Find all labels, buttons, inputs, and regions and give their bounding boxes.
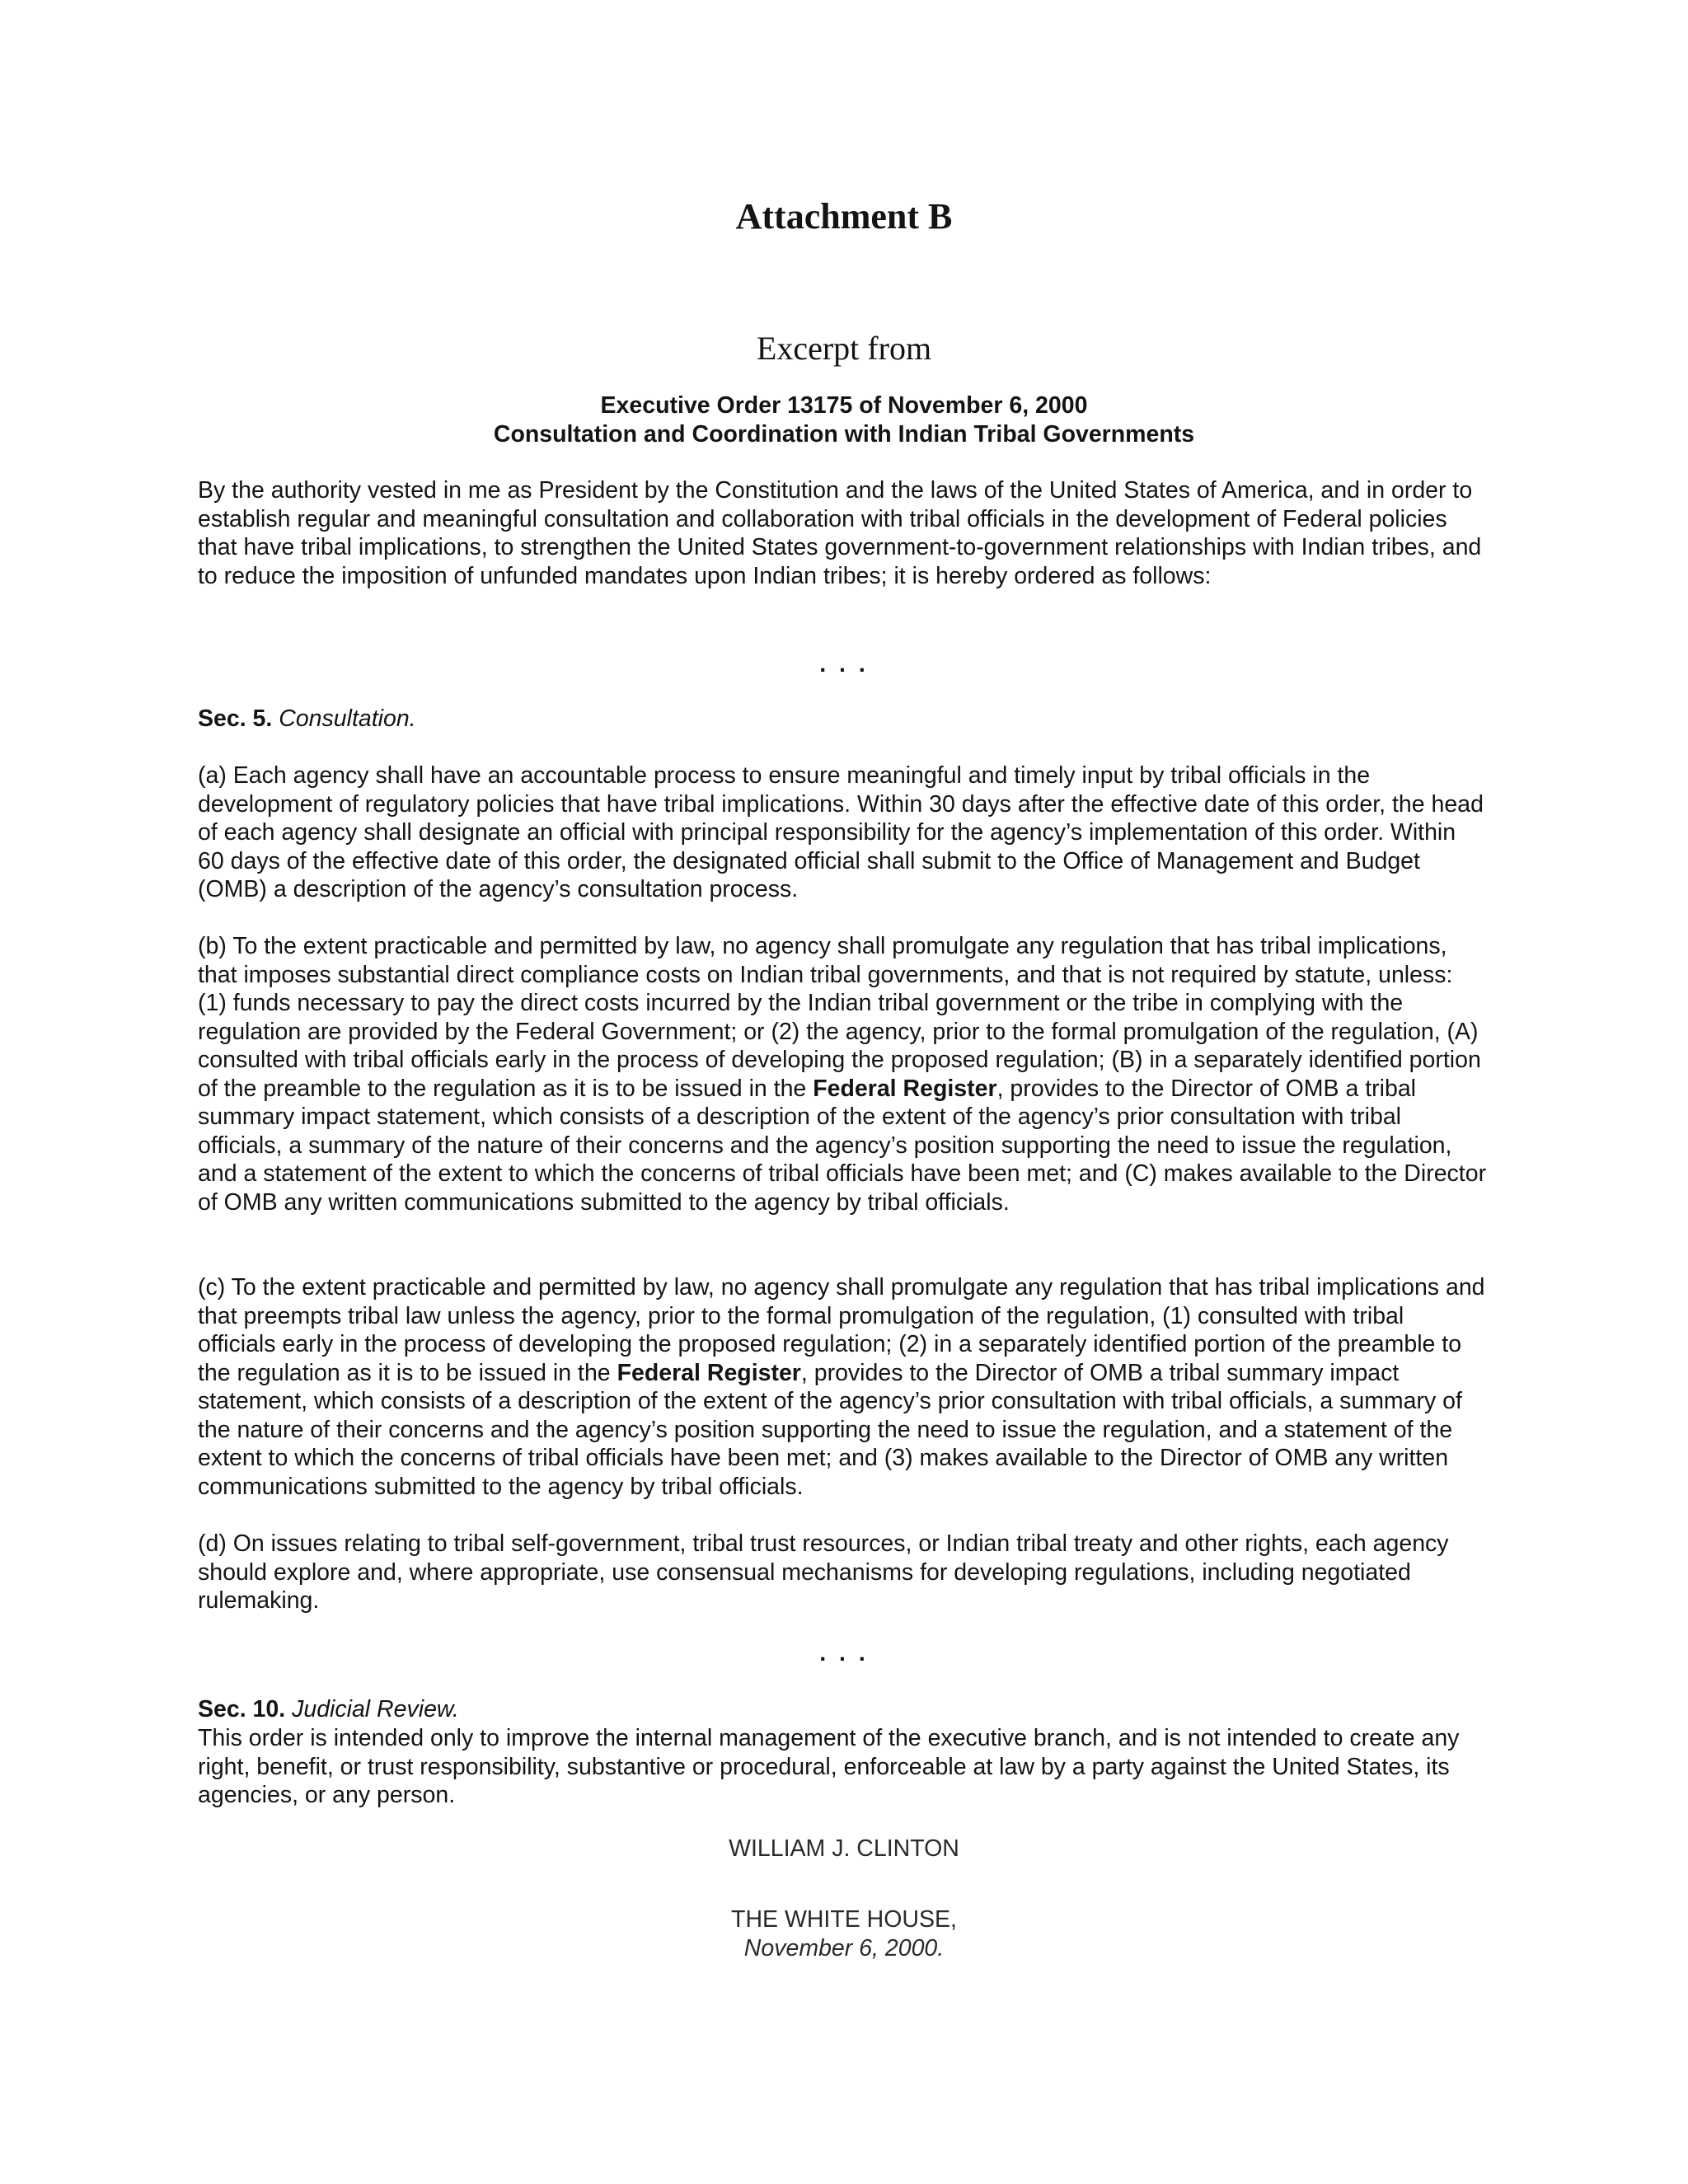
order-number-line: Executive Order 13175 of November 6, 2000 [600,392,1088,419]
ellipsis-separator-2: . . . [819,1640,869,1666]
attachment-title: Attachment B [735,196,953,237]
section-10-title: Judicial Review. [292,1696,459,1722]
signature-name: WILLIAM J. CLINTON [729,1835,959,1862]
section-10-heading [198,1695,1487,1724]
section-5-paragraph-d: (d) On issues relating to tribal self-government, tribal trust resources, or Indian tribal treaty and other rights, each agency should explore and, where appropriate, use consensual mechanisms for developing regulations, including negotiated rulemaking. [198,1530,1449,1614]
section-10-number: Sec. 10. [198,1696,286,1722]
paragraph-b-federal-register: Federal Register [813,1075,997,1102]
signature-date: November 6, 2000. [743,1935,945,1961]
paragraph-c-text-2: , provides to the Director of OMB a tribal summary impact statement, which consists of a description of the extent of the agency’s prior consultation with tribal officials, a summary of the nature of their concerns and the agency’s position supporting the need to issue the regulation, and a statement of the extent to which the concerns of tribal officials have been met; and (3) makes available to the Director of OMB any written communications submitted to the agency by tribal officials. [198,1359,1462,1500]
order-title-line: Consultation and Coordination with Indian Tribal Governments [493,420,1195,448]
ellipsis-separator: . . . [819,651,869,677]
paragraph-b-text-1: (b) To the extent practicable and permitted by law, no agency shall promulgate any regulation that has tribal implications, that imposes substantial direct compliance costs on Indian tribal governments, and that is not required by statute, unless: (1) funds necessary to pay the direct costs incurred by the Indian tribal government or the tribe in complying with the regulation are provided by the Federal Government; or (2) the agency, prior to the formal promulgation of the regulation, (A) consulted with tribal officials early in the process of developing the proposed regulation; (B) in a separately identified portion of the preamble to the regulation as it is to be issued in the [198,933,1481,1102]
section-5-heading [198,705,1487,733]
paragraph-c-text-1: (c) To the extent practicable and permitted by law, no agency shall promulgate any regulation that has tribal implications and that preempts tribal law unless the agency, prior to the formal promulgation of the regulation, (1) consulted with tribal officials early in the process of developing the proposed regulation; (2) in a separately identified portion of the preamble to the regulation as it is to be issued in the [198,1274,1485,1386]
excerpt-label: Excerpt from [756,330,932,367]
paragraph-b-text-2: , provides to the Director of OMB a tribal summary impact statement, which consists of a description of the extent of the agency’s prior consultation with tribal officials, a summary of the nature of their concerns and the agency’s position supporting the need to issue the regulation, and a statement of the extent to which the concerns of tribal officials have been met; and (C) makes available to the Director of OMB any written communications submitted to the agency by tribal officials. [198,1075,1487,1216]
section-5-paragraph-b [198,932,1487,1216]
signature-place: THE WHITE HOUSE, [731,1906,957,1933]
section-5-paragraph-a: (a) Each agency shall have an accountable process to ensure meaningful and timely input by tribal officials in the development of regulatory policies that have tribal implications. Within 30 days after the effective date of this order, the head of each agency shall designate an official with principal responsibility for the agency’s implementation of this order. Within 60 days of the effective date of this order, the designated official shall submit to the Office of Management and Budget (OMB) a description of the agency’s consultation process. [198,762,1484,902]
paragraph-c-federal-register: Federal Register [617,1359,801,1386]
executive-order-heading [0,391,1688,448]
section-5-title: Consultation. [279,705,416,732]
section-10-body: This order is intended only to improve the internal management of the executive branch, and is not intended to create any right, benefit, or trust responsibility, substantive or procedural, enforceable at law by a party against the United States, its agencies, or any person. [198,1725,1460,1808]
section-5-paragraph-c [198,1273,1487,1501]
preamble-paragraph: By the authority vested in me as President by the Constitution and the laws of the United States of America, and in order to establish regular and meaningful consultation and collaboration with tribal officials in the development of Federal policies that have tribal implications, to strengthen the United States government-to-government relationships with Indian tribes, and to reduce the imposition of unfunded mandates upon Indian tribes; it is hereby ordered as follows: [198,477,1482,589]
section-5-number: Sec. 5. [198,705,273,732]
